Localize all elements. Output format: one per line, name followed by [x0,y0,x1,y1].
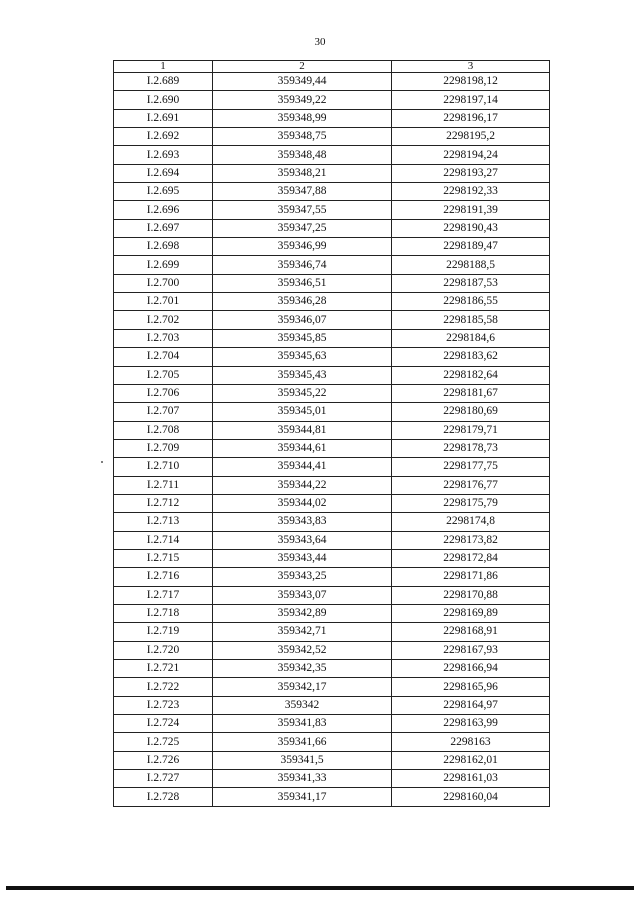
table-row [114,788,550,806]
x-coordinate-cell: 359343,64 [213,531,392,549]
y-coordinate-cell: 2298163 [392,733,550,751]
table-row [114,604,550,622]
y-coordinate-cell: 2298190,43 [392,219,550,237]
point-id-cell: I.2.716 [114,568,213,586]
table-row [114,715,550,733]
point-id-cell: I.2.713 [114,513,213,531]
y-coordinate-cell: 2298181,67 [392,384,550,402]
y-coordinate-cell: 2298172,84 [392,549,550,567]
x-coordinate-cell: 359343,25 [213,568,392,586]
y-coordinate-cell: 2298193,27 [392,164,550,182]
x-coordinate-cell: 359345,43 [213,366,392,384]
point-id-cell: I.2.690 [114,91,213,109]
point-id-cell: I.2.719 [114,623,213,641]
table-row [114,586,550,604]
y-coordinate-cell: 2298198,12 [392,73,550,91]
table-row [114,384,550,402]
y-coordinate-cell: 2298195,2 [392,128,550,146]
x-coordinate-cell: 359345,01 [213,403,392,421]
x-coordinate-cell: 359344,22 [213,476,392,494]
point-id-cell: I.2.711 [114,476,213,494]
table-row [114,494,550,512]
point-id-cell: I.2.700 [114,274,213,292]
y-coordinate-cell: 2298188,5 [392,256,550,274]
y-coordinate-cell: 2298192,33 [392,183,550,201]
y-coordinate-cell: 2298166,94 [392,660,550,678]
x-coordinate-cell: 359341,83 [213,715,392,733]
table-row [114,751,550,769]
table-row [114,146,550,164]
point-id-cell: I.2.708 [114,421,213,439]
x-coordinate-cell: 359343,44 [213,549,392,567]
point-id-cell: I.2.704 [114,348,213,366]
x-coordinate-cell: 359342,89 [213,604,392,622]
column-header-2: 2 [213,61,392,73]
x-coordinate-cell: 359343,83 [213,513,392,531]
page-number: 30 [314,36,326,48]
table-row [114,623,550,641]
table-row [114,476,550,494]
point-id-cell: I.2.694 [114,164,213,182]
y-coordinate-cell: 2298176,77 [392,476,550,494]
y-coordinate-cell: 2298183,62 [392,348,550,366]
table-header-row [114,61,550,73]
y-coordinate-cell: 2298165,96 [392,678,550,696]
y-coordinate-cell: 2298180,69 [392,403,550,421]
table-row [114,403,550,421]
x-coordinate-cell: 359344,61 [213,439,392,457]
x-coordinate-cell: 359342,71 [213,623,392,641]
x-coordinate-cell: 359349,22 [213,91,392,109]
table-row [114,660,550,678]
x-coordinate-cell: 359346,74 [213,256,392,274]
y-coordinate-cell: 2298161,03 [392,770,550,788]
x-coordinate-cell: 359341,66 [213,733,392,751]
table-row [114,531,550,549]
coordinates-table [113,60,550,807]
x-coordinate-cell: 359345,85 [213,329,392,347]
y-coordinate-cell: 2298185,58 [392,311,550,329]
y-coordinate-cell: 2298196,17 [392,109,550,127]
y-coordinate-cell: 2298178,73 [392,439,550,457]
x-coordinate-cell: 359348,99 [213,109,392,127]
y-coordinate-cell: 2298177,75 [392,458,550,476]
x-coordinate-cell: 359344,81 [213,421,392,439]
point-id-cell: I.2.725 [114,733,213,751]
y-coordinate-cell: 2298170,88 [392,586,550,604]
point-id-cell: I.2.697 [114,219,213,237]
x-coordinate-cell: 359346,07 [213,311,392,329]
x-coordinate-cell: 359347,25 [213,219,392,237]
table-row [114,256,550,274]
point-id-cell: I.2.702 [114,311,213,329]
bottom-rule [6,886,634,890]
table-row [114,366,550,384]
point-id-cell: I.2.705 [114,366,213,384]
x-coordinate-cell: 359344,41 [213,458,392,476]
x-coordinate-cell: 359341,17 [213,788,392,806]
table-row [114,311,550,329]
y-coordinate-cell: 2298160,04 [392,788,550,806]
y-coordinate-cell: 2298169,89 [392,604,550,622]
table-row [114,458,550,476]
table-row [114,568,550,586]
table-row [114,696,550,714]
y-coordinate-cell: 2298163,99 [392,715,550,733]
y-coordinate-cell: 2298175,79 [392,494,550,512]
x-coordinate-cell: 359346,99 [213,238,392,256]
table-row [114,678,550,696]
point-id-cell: I.2.717 [114,586,213,604]
x-coordinate-cell: 359344,02 [213,494,392,512]
x-coordinate-cell: 359342,52 [213,641,392,659]
x-coordinate-cell: 359342,17 [213,678,392,696]
table-row [114,274,550,292]
point-id-cell: I.2.724 [114,715,213,733]
point-id-cell: I.2.710 [114,458,213,476]
point-id-cell: I.2.726 [114,751,213,769]
point-id-cell: I.2.701 [114,293,213,311]
table-row [114,91,550,109]
table-row [114,770,550,788]
table-row [114,109,550,127]
point-id-cell: I.2.720 [114,641,213,659]
table-row [114,329,550,347]
table-row [114,641,550,659]
point-id-cell: I.2.703 [114,329,213,347]
y-coordinate-cell: 2298189,47 [392,238,550,256]
y-coordinate-cell: 2298164,97 [392,696,550,714]
table-row [114,183,550,201]
table-row [114,421,550,439]
table-row [114,201,550,219]
table-row [114,164,550,182]
x-coordinate-cell: 359348,75 [213,128,392,146]
table-body [114,73,550,807]
table-row [114,348,550,366]
table-row [114,219,550,237]
table-row [114,439,550,457]
x-coordinate-cell: 359342 [213,696,392,714]
table-row [114,238,550,256]
point-id-cell: I.2.715 [114,549,213,567]
x-coordinate-cell: 359346,51 [213,274,392,292]
x-coordinate-cell: 359348,21 [213,164,392,182]
x-coordinate-cell: 359345,63 [213,348,392,366]
y-coordinate-cell: 2298194,24 [392,146,550,164]
y-coordinate-cell: 2298167,93 [392,641,550,659]
y-coordinate-cell: 2298171,86 [392,568,550,586]
point-id-cell: I.2.693 [114,146,213,164]
table-row [114,293,550,311]
y-coordinate-cell: 2298182,64 [392,366,550,384]
point-id-cell: I.2.721 [114,660,213,678]
x-coordinate-cell: 359341,5 [213,751,392,769]
x-coordinate-cell: 359342,35 [213,660,392,678]
point-id-cell: I.2.727 [114,770,213,788]
y-coordinate-cell: 2298184,6 [392,329,550,347]
y-coordinate-cell: 2298186,55 [392,293,550,311]
x-coordinate-cell: 359345,22 [213,384,392,402]
point-id-cell: I.2.714 [114,531,213,549]
point-id-cell: I.2.699 [114,256,213,274]
point-id-cell: I.2.712 [114,494,213,512]
point-id-cell: I.2.718 [114,604,213,622]
point-id-cell: I.2.696 [114,201,213,219]
y-coordinate-cell: 2298173,82 [392,531,550,549]
x-coordinate-cell: 359346,28 [213,293,392,311]
table-row [114,549,550,567]
point-id-cell: I.2.695 [114,183,213,201]
x-coordinate-cell: 359348,48 [213,146,392,164]
stray-dot [101,461,103,463]
point-id-cell: I.2.706 [114,384,213,402]
x-coordinate-cell: 359349,44 [213,73,392,91]
column-header-3: 3 [392,61,550,73]
y-coordinate-cell: 2298179,71 [392,421,550,439]
y-coordinate-cell: 2298168,91 [392,623,550,641]
y-coordinate-cell: 2298174,8 [392,513,550,531]
y-coordinate-cell: 2298187,53 [392,274,550,292]
point-id-cell: I.2.722 [114,678,213,696]
table-row [114,733,550,751]
point-id-cell: I.2.692 [114,128,213,146]
point-id-cell: I.2.728 [114,788,213,806]
point-id-cell: I.2.707 [114,403,213,421]
point-id-cell: I.2.689 [114,73,213,91]
x-coordinate-cell: 359343,07 [213,586,392,604]
point-id-cell: I.2.698 [114,238,213,256]
table-row [114,128,550,146]
x-coordinate-cell: 359347,88 [213,183,392,201]
point-id-cell: I.2.723 [114,696,213,714]
x-coordinate-cell: 359347,55 [213,201,392,219]
y-coordinate-cell: 2298162,01 [392,751,550,769]
column-header-1: 1 [114,61,213,73]
y-coordinate-cell: 2298191,39 [392,201,550,219]
table-row [114,73,550,91]
table-row [114,513,550,531]
point-id-cell: I.2.691 [114,109,213,127]
y-coordinate-cell: 2298197,14 [392,91,550,109]
point-id-cell: I.2.709 [114,439,213,457]
x-coordinate-cell: 359341,33 [213,770,392,788]
